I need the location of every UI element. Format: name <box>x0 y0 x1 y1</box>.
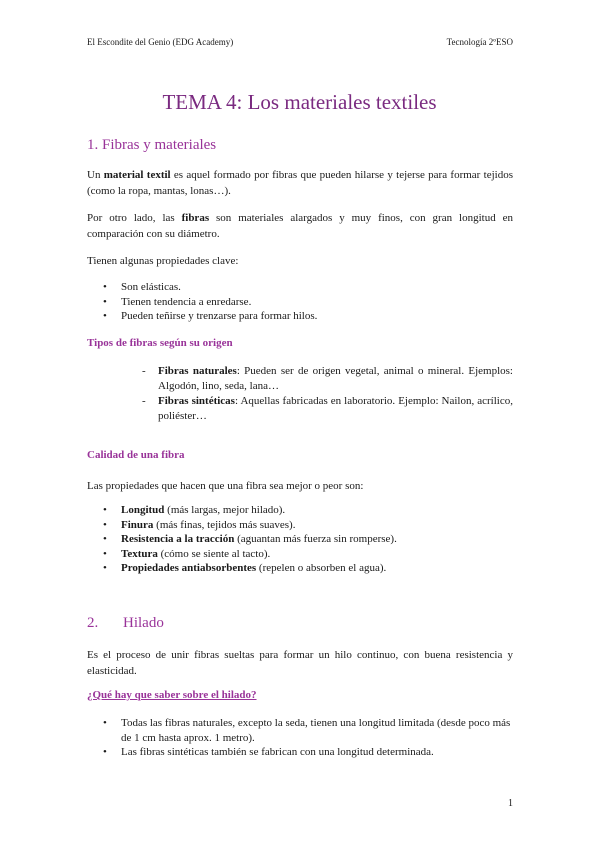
text: Un <box>87 169 104 181</box>
section-2-number: 2. <box>87 615 99 631</box>
bold-term: Fibras naturales <box>158 365 237 377</box>
list-item: • Las fibras sintéticas también se fabrican con una longitud determinada. <box>103 745 513 760</box>
text: (cómo se siente al tacto). <box>157 547 271 560</box>
list-item: • Tienen tendencia a enredarse. <box>103 295 513 310</box>
header-right: Tecnología 2ºESO <box>446 37 513 47</box>
list-item <box>103 532 513 547</box>
section-2-heading: Hilado <box>123 615 164 631</box>
text: (aguantan más fuerza sin romperse). <box>234 533 397 545</box>
list-item <box>140 394 513 424</box>
list-item <box>140 364 513 394</box>
text: : Pueden ser de origen vegetal, animal o mineral. Ejemplos: Algodón, lino, seda, lana… <box>158 365 513 392</box>
text: son materiales alargados y muy finos, con gran longitud en comparación con su diámetro. <box>87 212 513 240</box>
paragraph-quality-intro: Las propiedades que hacen que una fibra sea mejor o peor son: <box>87 480 364 492</box>
paragraph-hilado: Es el proceso de unir fibras sueltas para formar un hilo continuo, con buena resistencia y elasticidad. <box>87 649 513 677</box>
bold-term: Finura <box>121 518 154 531</box>
text: (repelen o absorben el agua). <box>256 562 387 574</box>
types-heading: Tipos de fibras según su origen <box>87 337 233 349</box>
bold-term: Resistencia a la tracción <box>121 533 235 545</box>
properties-list <box>103 280 513 324</box>
text: (más largas, mejor hilado). <box>164 504 286 516</box>
document-title: TEMA 4: Los materiales textiles <box>162 90 437 114</box>
bold-term: material textil <box>103 169 171 181</box>
list-item <box>103 561 513 576</box>
list-item <box>103 547 513 562</box>
header-left: El Escondite del Genio (EDG Academy) <box>87 37 234 47</box>
know-heading: ¿Qué hay que saber sobre el hilado? <box>87 689 257 701</box>
hilado-list <box>103 716 513 760</box>
bold-term: Propiedades antiabsorbentes <box>121 562 257 574</box>
quality-list <box>103 503 513 576</box>
section-1-heading: 1. Fibras y materiales <box>87 137 217 153</box>
list-item: • Pueden teñirse y trenzarse para formar hilos. <box>103 309 513 324</box>
quality-heading: Calidad de una fibra <box>87 449 185 461</box>
bold-term: fibras <box>181 212 210 224</box>
list-item <box>103 503 513 518</box>
text: (más finas, tejidos más suaves). <box>153 518 296 531</box>
page-number: 1 <box>508 798 513 809</box>
fiber-types-list <box>140 364 513 424</box>
text: es aquel formado por fibras que pueden hilarse y tejerse para formar tejidos (como la ropa, mantas, lonas…). <box>87 169 513 197</box>
list-item: • Todas las fibras naturales, excepto la seda, tienen una longitud limitada (desde poco más de 1 cm hasta aprox. 1 metro). <box>103 716 513 745</box>
list-item: • Son elásticas. <box>103 280 513 295</box>
bold-term: Fibras sintéticas <box>158 395 235 407</box>
text: : Aquellas fabricadas en laboratorio. Ejemplo: Nailon, acrílico, poliéster… <box>158 395 513 422</box>
bold-term: Textura <box>121 547 158 560</box>
paragraph-fibras <box>87 210 513 242</box>
list-item <box>103 518 513 533</box>
paragraph-material-textil <box>87 167 513 199</box>
bold-term: Longitud <box>121 504 165 516</box>
paragraph-propiedades-intro: Tienen algunas propiedades clave: <box>87 255 239 267</box>
text: Por otro lado, las <box>87 212 182 224</box>
